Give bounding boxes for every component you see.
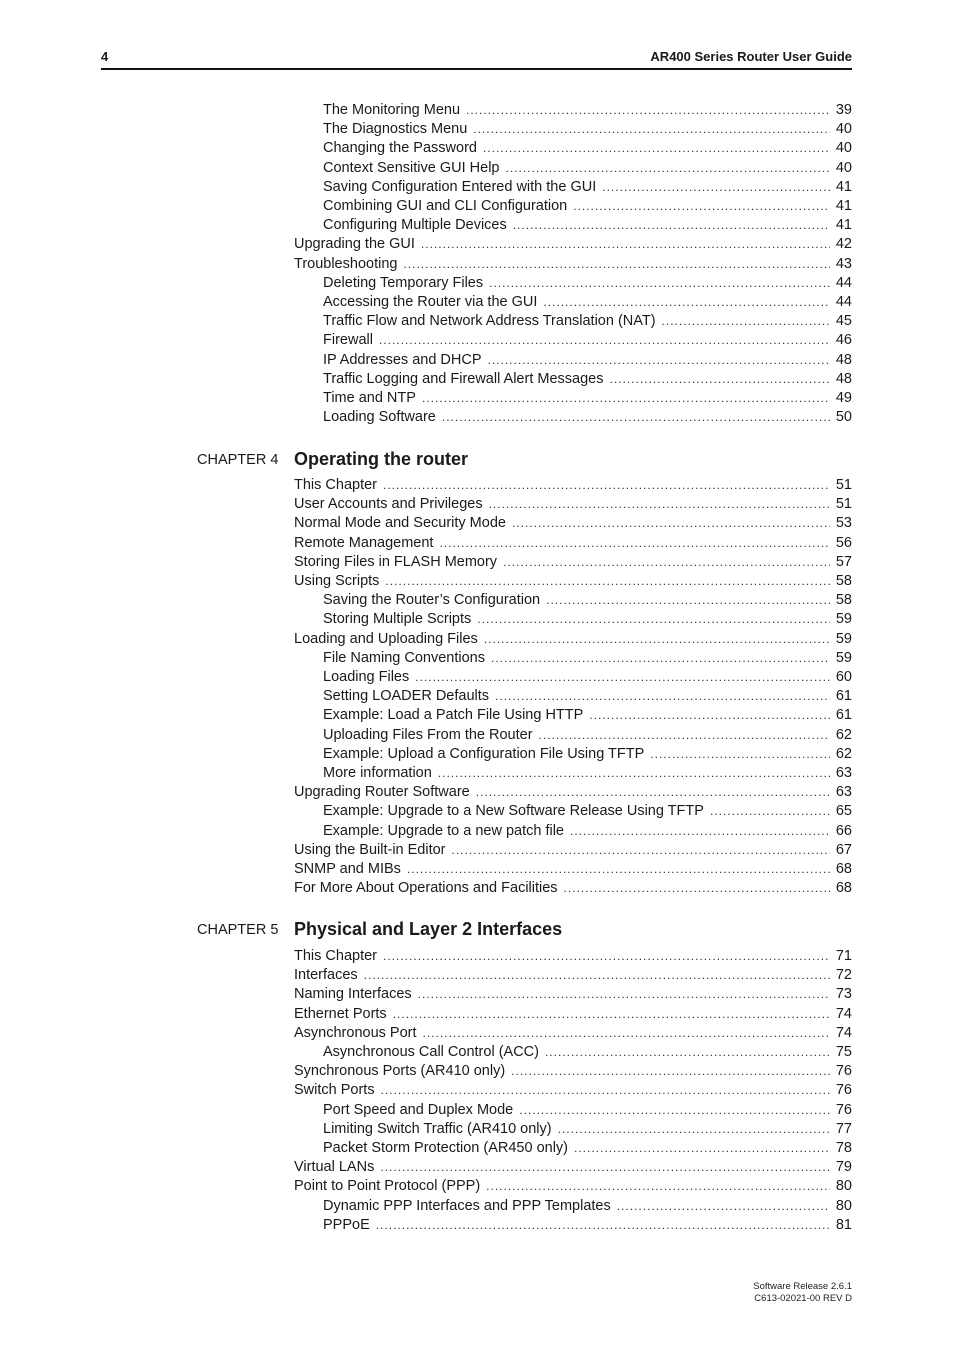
toc-entry-title: Naming Interfaces xyxy=(294,986,412,1003)
toc-entry-title: Saving Configuration Entered with the GUI xyxy=(323,178,597,195)
dot-leader xyxy=(589,706,830,725)
toc-entry-page: 63 xyxy=(835,765,852,781)
toc-entry-page: 56 xyxy=(835,534,852,551)
dot-leader xyxy=(495,687,830,706)
toc-entry-page: 43 xyxy=(835,255,852,272)
dot-leader xyxy=(421,235,830,254)
toc-entry[interactable] xyxy=(323,120,852,139)
chapter-5-title: Physical and Layer 2 Interfaces xyxy=(294,919,563,939)
toc-entry-page: 39 xyxy=(835,102,852,118)
dot-leader xyxy=(503,553,830,572)
toc-entry-title: Setting LOADER Defaults xyxy=(323,688,490,705)
dot-leader xyxy=(442,408,830,427)
toc-entry[interactable] xyxy=(294,476,852,495)
dot-leader xyxy=(380,1158,830,1177)
toc-entry-title: The Monitoring Menu xyxy=(323,102,461,118)
toc-entry-title: Loading Software xyxy=(323,409,436,426)
dot-leader xyxy=(710,802,830,821)
toc-entry-page: 42 xyxy=(835,236,852,253)
toc-entry-page: 76 xyxy=(835,1082,852,1099)
toc-entry-page: 48 xyxy=(835,351,852,368)
toc-entry[interactable] xyxy=(294,1158,852,1177)
toc-entry[interactable] xyxy=(294,1005,852,1024)
toc-entry[interactable] xyxy=(323,197,852,216)
dot-leader xyxy=(506,159,830,178)
toc-entry[interactable] xyxy=(323,331,852,350)
dot-leader xyxy=(452,841,830,860)
toc-entry-title: Packet Storm Protection (AR450 only) xyxy=(323,1140,568,1156)
toc-entry[interactable] xyxy=(323,101,852,120)
toc-entry[interactable] xyxy=(323,370,852,389)
toc-entry-title: The Diagnostics Menu xyxy=(323,121,468,138)
toc-entry[interactable] xyxy=(323,1216,852,1235)
toc-entry-title: Normal Mode and Security Mode xyxy=(294,515,506,532)
toc-entry[interactable] xyxy=(323,178,852,197)
toc-entry-title: Changing the Password xyxy=(323,140,477,157)
dot-leader xyxy=(564,879,830,898)
dot-leader xyxy=(491,649,830,668)
toc-entry-page: 40 xyxy=(835,121,852,138)
dot-leader xyxy=(602,178,830,197)
dot-leader xyxy=(513,216,830,235)
toc-entry[interactable] xyxy=(323,1120,852,1139)
toc-entry[interactable] xyxy=(294,1024,852,1043)
dot-leader xyxy=(539,726,830,745)
toc-entry[interactable] xyxy=(294,495,852,514)
toc-entry-page: 57 xyxy=(835,553,852,570)
page-header xyxy=(101,48,852,70)
toc-entry-title: File Naming Conventions xyxy=(323,649,485,666)
toc-entry-title: Example: Load a Patch File Using HTTP xyxy=(323,707,584,724)
toc-entry-page: 41 xyxy=(835,178,852,195)
toc-entry-title: Storing Multiple Scripts xyxy=(323,611,472,628)
dot-leader xyxy=(489,274,830,293)
toc-entry-title: Synchronous Ports (AR410 only) xyxy=(294,1063,506,1080)
toc-entry-page: 60 xyxy=(835,669,852,685)
dot-leader xyxy=(376,1216,830,1235)
toc-entry[interactable] xyxy=(323,274,852,293)
toc-entry[interactable] xyxy=(323,591,852,610)
toc-entry-page: 65 xyxy=(835,803,852,820)
toc-entry[interactable] xyxy=(323,668,852,687)
toc-entry-page: 41 xyxy=(835,217,852,234)
toc-entry-page: 59 xyxy=(835,611,852,628)
toc-entry-title: More information xyxy=(323,765,432,781)
dot-leader xyxy=(483,139,830,158)
dot-leader xyxy=(662,312,830,331)
dot-leader xyxy=(519,1101,830,1120)
toc-entry[interactable] xyxy=(294,1062,852,1081)
toc-entry[interactable] xyxy=(323,1139,852,1158)
toc-entry-title: Context Sensitive GUI Help xyxy=(323,159,500,176)
toc-entry-page: 40 xyxy=(835,140,852,157)
dot-leader xyxy=(570,822,830,841)
toc-entry-title: Ethernet Ports xyxy=(294,1005,387,1022)
dot-leader xyxy=(385,572,829,591)
document-id: C613-02021-00 REV D xyxy=(754,1293,852,1304)
toc-entry-page: 50 xyxy=(835,409,852,426)
toc-entry[interactable] xyxy=(323,312,852,331)
toc-entry-title: Combining GUI and CLI Configuration xyxy=(323,198,568,214)
toc-entry-page: 58 xyxy=(835,573,852,589)
dot-leader xyxy=(546,591,830,610)
toc-entry-title: Traffic Flow and Network Address Translation (NAT) xyxy=(323,313,656,330)
dot-leader xyxy=(423,1024,830,1043)
toc-entry-page: 59 xyxy=(835,630,852,647)
dot-leader xyxy=(476,783,830,802)
toc-entry-page: 48 xyxy=(835,370,852,387)
toc-entry[interactable] xyxy=(294,879,852,898)
dot-leader xyxy=(439,534,829,553)
toc-entry-page: 79 xyxy=(835,1159,852,1176)
toc-entry-title: Asynchronous Port xyxy=(294,1024,417,1041)
toc-entry-page: 78 xyxy=(835,1140,852,1156)
toc-entry-title: SNMP and MIBs xyxy=(294,861,401,877)
toc-entry-title: Deleting Temporary Files xyxy=(323,274,484,291)
toc-entry-page: 80 xyxy=(835,1197,852,1214)
toc-entry-title: Loading Files xyxy=(323,669,410,685)
toc-entry[interactable] xyxy=(294,1177,852,1196)
toc-entry[interactable] xyxy=(323,610,852,629)
toc-entry-title: Traffic Logging and Firewall Alert Messages xyxy=(323,370,604,387)
page-number: 4 xyxy=(101,49,109,64)
dot-leader xyxy=(422,389,830,408)
toc-entry-page: 76 xyxy=(835,1101,852,1118)
toc-entry[interactable] xyxy=(323,706,852,725)
toc-entry[interactable] xyxy=(294,1081,852,1100)
dot-leader xyxy=(381,1081,830,1100)
toc-entry[interactable] xyxy=(323,1043,852,1062)
toc-entry[interactable] xyxy=(323,745,852,764)
toc-entry[interactable] xyxy=(294,255,852,274)
toc-entry[interactable] xyxy=(323,802,852,821)
toc-entry[interactable] xyxy=(323,159,852,178)
toc-entry[interactable] xyxy=(323,216,852,235)
toc-entry[interactable] xyxy=(294,553,852,572)
toc-entry[interactable] xyxy=(323,389,852,408)
toc-entry-page: 67 xyxy=(835,841,852,858)
chapter-4-title: Operating the router xyxy=(294,449,469,469)
toc-entry-title: Uploading Files From the Router xyxy=(323,726,533,743)
toc-entry-page: 46 xyxy=(835,332,852,349)
toc-entry-page: 59 xyxy=(835,649,852,666)
dot-leader xyxy=(650,745,830,764)
toc-entry-title: Saving the Router’s Configuration xyxy=(323,592,541,609)
toc-entry[interactable] xyxy=(294,966,852,985)
dot-leader xyxy=(512,514,830,533)
dot-leader xyxy=(466,101,830,120)
toc-entry-page: 44 xyxy=(835,294,852,310)
toc-entry-title: Example: Upload a Configuration File Using TFTP xyxy=(323,745,645,762)
toc-entry-title: Firewall xyxy=(323,332,373,349)
toc-entry-page: 71 xyxy=(835,948,852,964)
dot-leader xyxy=(364,966,830,985)
toc-entry[interactable] xyxy=(294,514,852,533)
toc-entry-title: IP Addresses and DHCP xyxy=(323,351,482,368)
dot-leader xyxy=(609,370,829,389)
dot-leader xyxy=(617,1197,830,1216)
toc-entry[interactable] xyxy=(294,841,852,860)
toc-entry-title: Loading and Uploading Files xyxy=(294,630,478,647)
dot-leader xyxy=(415,668,830,687)
dot-leader xyxy=(379,331,830,350)
toc-entry[interactable] xyxy=(323,687,852,706)
toc-entry-title: Example: Upgrade to a new patch file xyxy=(323,822,564,839)
toc-entry-page: 74 xyxy=(835,1005,852,1022)
toc-entry-page: 45 xyxy=(835,313,852,330)
toc-entry[interactable] xyxy=(323,408,852,427)
toc-entry[interactable] xyxy=(323,649,852,668)
toc-entry-page: 63 xyxy=(835,784,852,801)
toc-entry-title: Limiting Switch Traffic (AR410 only) xyxy=(323,1120,552,1137)
dot-leader xyxy=(558,1120,830,1139)
guide-title: AR400 Series Router User Guide xyxy=(650,49,852,64)
toc-entry[interactable] xyxy=(323,139,852,158)
toc-entry-title: Virtual LANs xyxy=(294,1159,375,1176)
toc-entry[interactable] xyxy=(294,630,852,649)
toc-entry[interactable] xyxy=(294,783,852,802)
toc-entry-title: Time and NTP xyxy=(323,390,416,406)
toc-entry[interactable] xyxy=(323,1197,852,1216)
toc-entry[interactable] xyxy=(294,947,852,966)
chapter-5-label: CHAPTER 5 xyxy=(197,922,279,938)
toc-entry-title: Upgrading Router Software xyxy=(294,784,470,801)
dot-leader xyxy=(403,255,829,274)
dot-leader xyxy=(473,120,830,139)
toc-entry-page: 80 xyxy=(835,1178,852,1195)
chapter-4-label: CHAPTER 4 xyxy=(197,452,279,468)
toc-entry-title: Point to Point Protocol (PPP) xyxy=(294,1178,481,1195)
toc-entry-title: Upgrading the GUI xyxy=(294,236,415,253)
toc-entry-title: This Chapter xyxy=(294,948,378,964)
toc-entry-page: 74 xyxy=(835,1024,852,1041)
toc-entry-page: 77 xyxy=(835,1120,852,1137)
dot-leader xyxy=(438,764,830,783)
toc-entry[interactable] xyxy=(323,1101,852,1120)
toc-entry-page: 73 xyxy=(835,986,852,1003)
dot-leader xyxy=(543,293,829,312)
toc-entry[interactable] xyxy=(323,822,852,841)
toc-entry[interactable] xyxy=(294,985,852,1004)
toc-entry-page: 81 xyxy=(835,1216,852,1233)
toc-entry-title: Interfaces xyxy=(294,967,358,984)
dot-leader xyxy=(383,476,830,495)
dot-leader xyxy=(574,1139,830,1158)
dot-leader xyxy=(477,610,830,629)
dot-leader xyxy=(488,351,830,370)
toc-entry[interactable] xyxy=(294,235,852,254)
toc-entry-title: Using Scripts xyxy=(294,573,380,589)
toc-entry-page: 44 xyxy=(835,274,852,291)
page-footer xyxy=(753,1281,852,1305)
toc-entry-page: 51 xyxy=(835,477,852,493)
toc-entry-title: Port Speed and Duplex Mode xyxy=(323,1101,514,1118)
dot-leader xyxy=(484,630,830,649)
toc-entry-page: 51 xyxy=(835,496,852,513)
toc-entry-title: Example: Upgrade to a New Software Release Using TFTP xyxy=(323,803,704,820)
software-release: Software Release 2.6.1 xyxy=(753,1281,852,1292)
toc-entry[interactable] xyxy=(294,860,852,879)
toc-entry[interactable] xyxy=(294,572,852,591)
dot-leader xyxy=(486,1177,830,1196)
toc-entry-page: 53 xyxy=(835,515,852,532)
toc-entry-page: 62 xyxy=(835,745,852,762)
toc-entry[interactable] xyxy=(323,351,852,370)
toc-entry-page: 72 xyxy=(835,967,852,984)
toc-entry-page: 68 xyxy=(835,880,852,897)
dot-leader xyxy=(573,197,830,216)
toc-entry-title: Troubleshooting xyxy=(294,255,398,272)
toc-entry[interactable] xyxy=(323,293,852,312)
toc-entry-page: 66 xyxy=(835,822,852,839)
toc-entry-page: 61 xyxy=(835,707,852,724)
dot-leader xyxy=(407,860,830,879)
toc-entry-title: For More About Operations and Facilities xyxy=(294,880,558,897)
toc-entry-page: 62 xyxy=(835,726,852,743)
toc-entry-page: 76 xyxy=(835,1063,852,1080)
dot-leader xyxy=(545,1043,830,1062)
toc-entry-page: 61 xyxy=(835,688,852,705)
dot-leader xyxy=(511,1062,830,1081)
toc-entry[interactable] xyxy=(323,764,852,783)
toc-entry-page: 41 xyxy=(835,198,852,214)
toc-entry-page: 75 xyxy=(835,1044,852,1060)
dot-leader xyxy=(393,1005,830,1024)
toc-entry[interactable] xyxy=(294,534,852,553)
toc-entry-page: 49 xyxy=(835,390,852,406)
toc-entry-title: Storing Files in FLASH Memory xyxy=(294,553,498,570)
toc-entry-title: Dynamic PPP Interfaces and PPP Templates xyxy=(323,1197,611,1214)
toc-entry-title: Switch Ports xyxy=(294,1082,375,1099)
toc-entry-title: This Chapter xyxy=(294,477,378,493)
toc-entry-page: 58 xyxy=(835,592,852,609)
toc-entry-page: 68 xyxy=(835,861,852,877)
toc-entry-title: User Accounts and Privileges xyxy=(294,496,483,513)
toc-entry-title: PPPoE xyxy=(323,1216,370,1233)
toc-entry-title: Asynchronous Call Control (ACC) xyxy=(323,1044,539,1060)
toc-entry-page: 40 xyxy=(835,159,852,176)
toc-entry[interactable] xyxy=(323,726,852,745)
dot-leader xyxy=(383,947,830,966)
toc-entry-title: Remote Management xyxy=(294,534,434,551)
toc-entry-title: Accessing the Router via the GUI xyxy=(323,294,538,310)
toc-entry-title: Configuring Multiple Devices xyxy=(323,217,507,234)
dot-leader xyxy=(418,985,830,1004)
dot-leader xyxy=(489,495,830,514)
toc-entry-title: Using the Built-in Editor xyxy=(294,841,446,858)
